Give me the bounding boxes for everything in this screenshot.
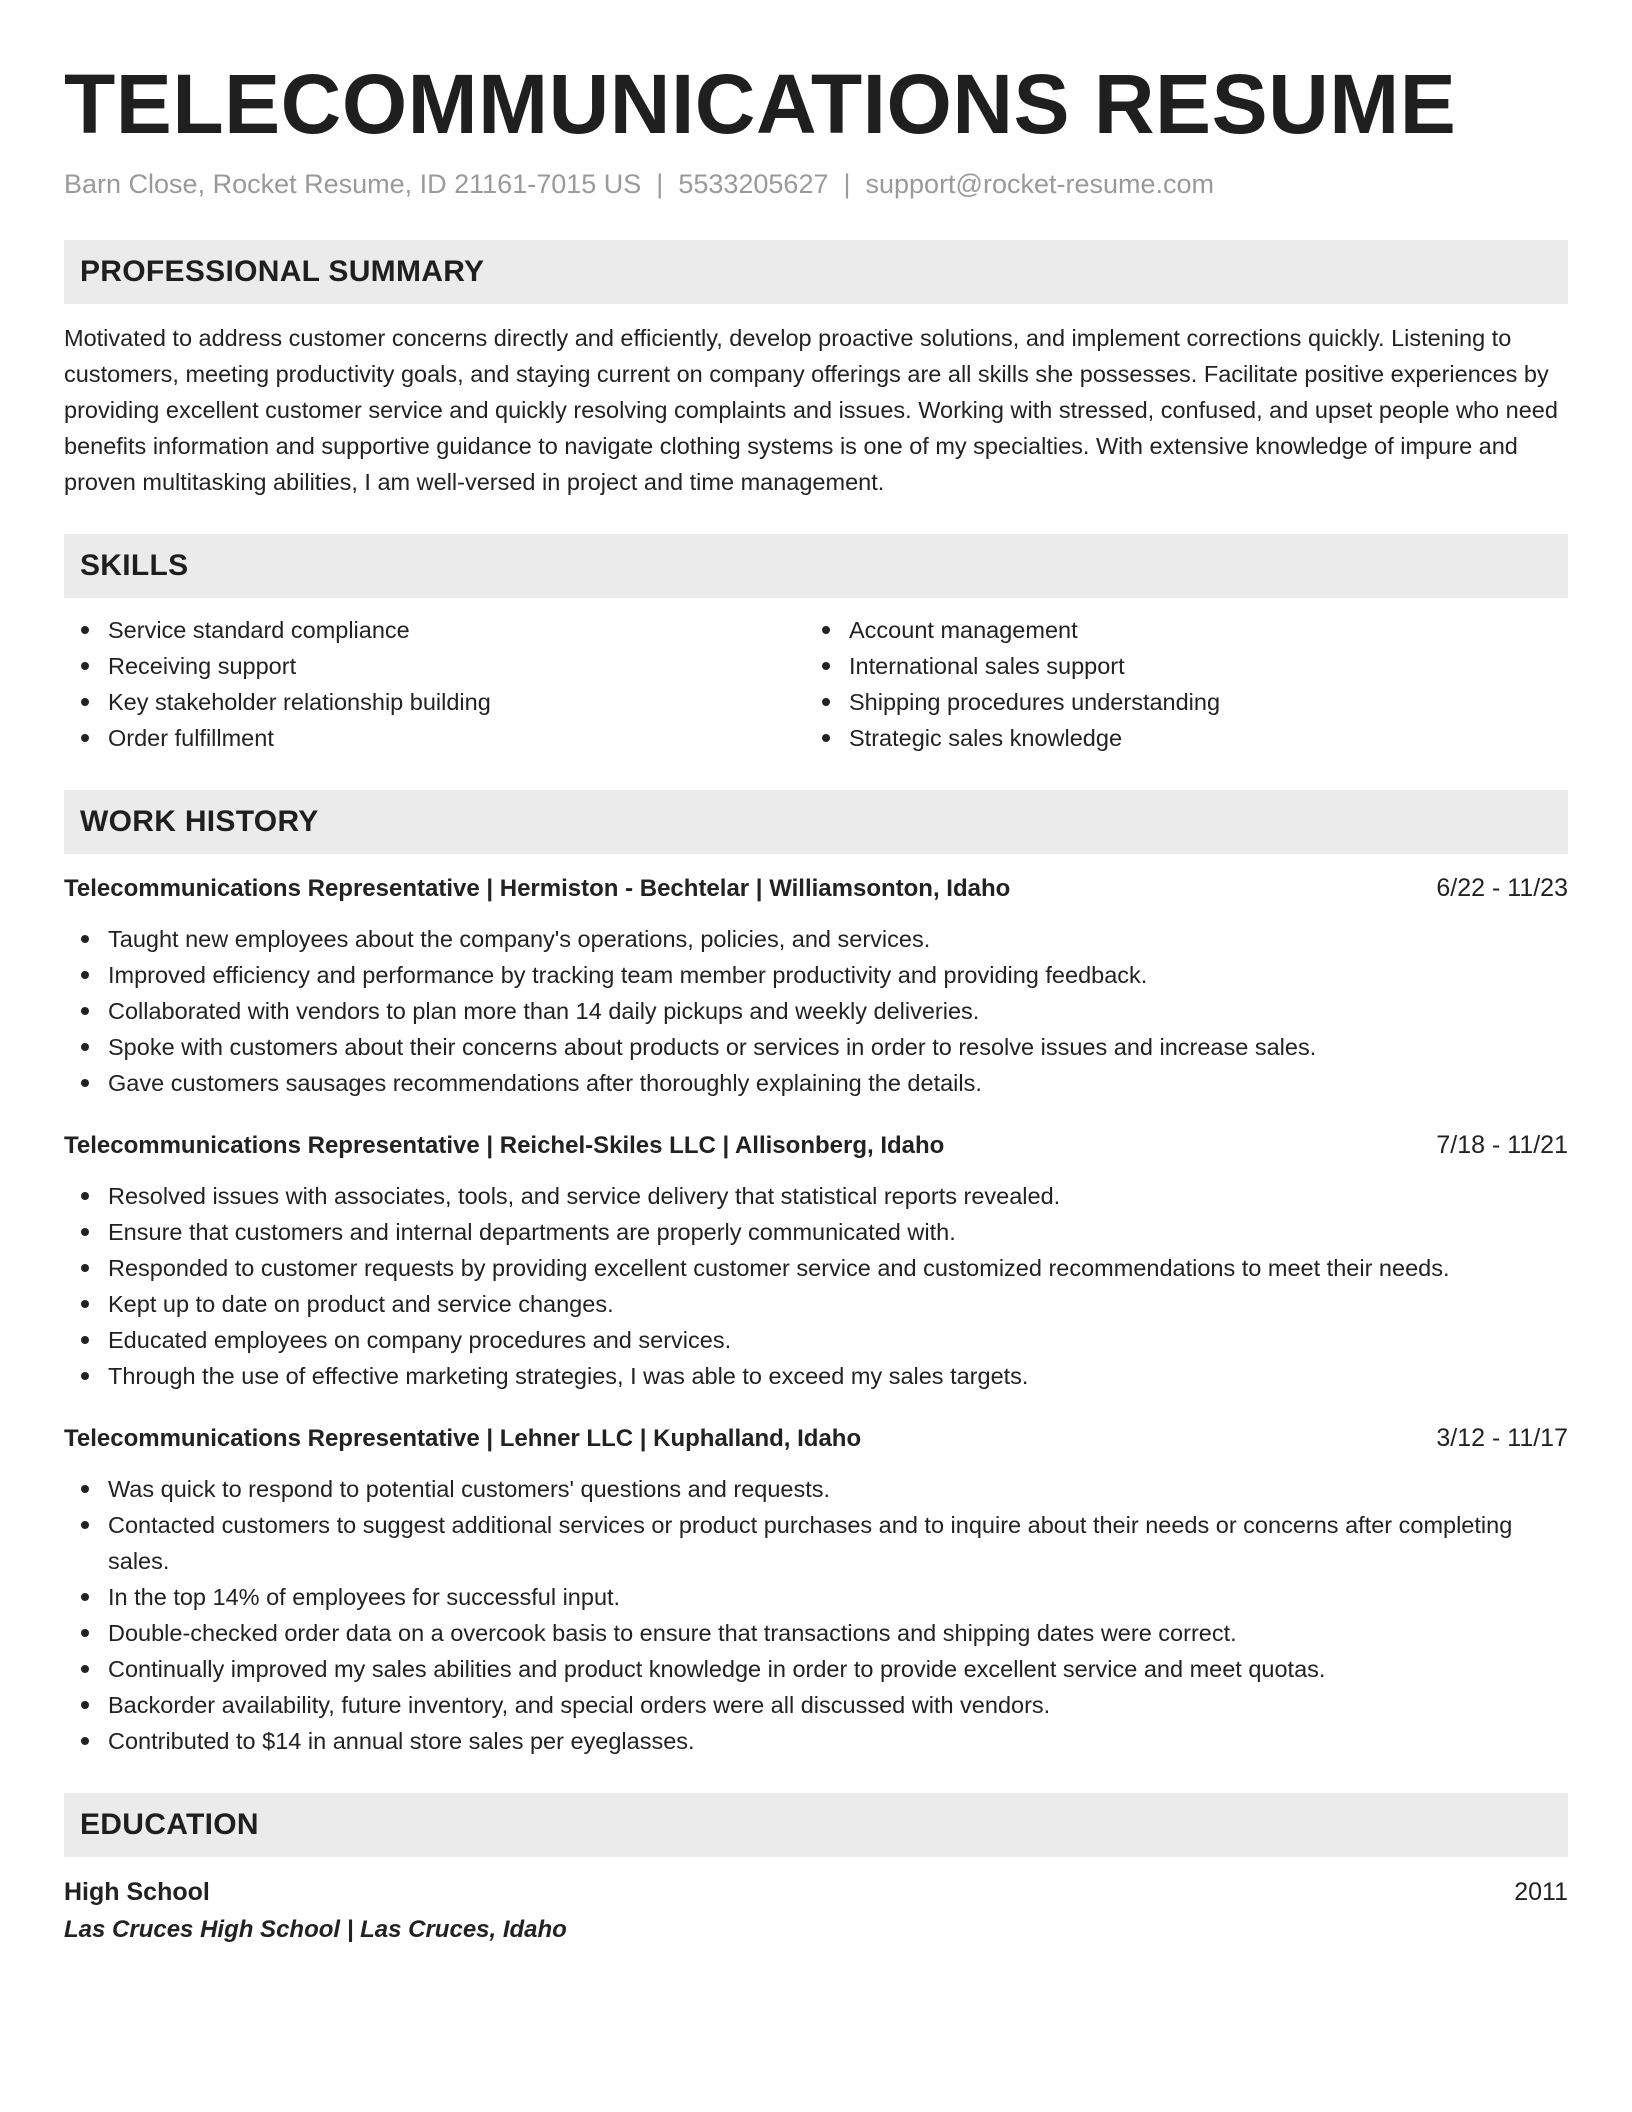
education-school: Las Cruces High School | Las Cruces, Idaho <box>64 1916 567 1943</box>
list-item: Improved efficiency and performance by tracking team member productivity and providing feedback. <box>64 957 1568 993</box>
skill-item: Receiving support <box>64 648 805 684</box>
bullet-dot <box>822 662 830 670</box>
bullet-dot <box>81 1701 89 1709</box>
bullet-dot <box>81 698 89 706</box>
bullet-dot <box>81 1593 89 1601</box>
bullet-dot <box>81 1300 89 1308</box>
bullet-dot <box>81 734 89 742</box>
list-item: Collaborated with vendors to plan more than 14 daily pickups and weekly deliveries. <box>64 993 1568 1029</box>
list-item: Was quick to respond to potential customers' questions and requests. <box>64 1471 1568 1507</box>
job-title: Telecommunications Representative | Reichel-Skiles LLC | Allisonberg, Idaho <box>64 1132 945 1159</box>
list-item: Continually improved my sales abilities and product knowledge in order to provide excellent service and meet quotas. <box>64 1651 1568 1687</box>
contact-phone: 5533205627 <box>678 169 829 199</box>
bullet-dot <box>81 1372 89 1380</box>
list-item: Contributed to $14 in annual store sales per eyeglasses. <box>64 1723 1568 1759</box>
skill-item: Account management <box>805 612 1546 648</box>
bullet-dot <box>81 1485 89 1493</box>
bullet-dot <box>81 1521 89 1529</box>
skill-item: Service standard compliance <box>64 612 805 648</box>
list-item: Resolved issues with associates, tools, and service delivery that statistical reports revealed. <box>64 1178 1568 1214</box>
list-item: Kept up to date on product and service changes. <box>64 1286 1568 1322</box>
job-bullet-list <box>64 921 1568 1101</box>
contact-separator: | <box>656 169 664 199</box>
job-header <box>64 1127 1568 1164</box>
bullet-dot <box>822 626 830 634</box>
job-entry <box>64 1127 1568 1394</box>
skill-item: Order fulfillment <box>64 720 805 756</box>
job-entry <box>64 1420 1568 1759</box>
skill-item: Key stakeholder relationship building <box>64 684 805 720</box>
job-entry <box>64 870 1568 1101</box>
bullet-dot <box>81 1007 89 1015</box>
skills-column-left <box>64 612 805 756</box>
skill-item: International sales support <box>805 648 1546 684</box>
education-year: 2011 <box>1514 1878 1568 1906</box>
education-header <box>64 1873 1568 1911</box>
section-heading-skills: SKILLS <box>64 534 1568 598</box>
bullet-dot <box>81 1737 89 1745</box>
job-dates: 7/18 - 11/21 <box>1436 1131 1568 1159</box>
job-title: Telecommunications Representative | Hermiston - Bechtelar | Williamsonton, Idaho <box>64 875 1011 902</box>
summary-text: Motivated to address customer concerns directly and efficiently, develop proactive solutions, and implement corrections quickly. Listening to customers, meeting productivity goals, and staying current on company offerings are all skills she possesses. Facilitate positive experiences by providing excellent customer service and quickly resolving complaints and issues. Working with stressed, confused, and upset people who need benefits information and supportive guidance to navigate clothing systems is one of my specialties. With extensive knowledge of impure and proven multitasking abilities, I am well-versed in project and time management. <box>64 325 1558 495</box>
skills-grid <box>64 612 1568 756</box>
section-heading-education: EDUCATION <box>64 1793 1568 1857</box>
job-bullet-list <box>64 1471 1568 1759</box>
job-dates: 3/12 - 11/17 <box>1436 1424 1568 1452</box>
skill-item: Strategic sales knowledge <box>805 720 1546 756</box>
contact-line <box>64 166 1568 202</box>
list-item: Spoke with customers about their concerns about products or services in order to resolve issues and increase sales. <box>64 1029 1568 1065</box>
bullet-dot <box>81 935 89 943</box>
list-item: Taught new employees about the company's operations, policies, and services. <box>64 921 1568 957</box>
job-title: Telecommunications Representative | Lehner LLC | Kuphalland, Idaho <box>64 1425 862 1452</box>
bullet-dot <box>81 1665 89 1673</box>
bullet-dot <box>81 1079 89 1087</box>
list-item: Through the use of effective marketing strategies, I was able to exceed my sales targets. <box>64 1358 1568 1394</box>
list-item: Backorder availability, future inventory, and special orders were all discussed with vendors. <box>64 1687 1568 1723</box>
section-heading-summary: PROFESSIONAL SUMMARY <box>64 240 1568 304</box>
job-bullet-list <box>64 1178 1568 1394</box>
job-header <box>64 1420 1568 1457</box>
section-heading-work-history: WORK HISTORY <box>64 790 1568 854</box>
bullet-dot <box>81 971 89 979</box>
skills-column-right <box>805 612 1546 756</box>
bullet-dot <box>81 1043 89 1051</box>
bullet-dot <box>81 1192 89 1200</box>
list-item: Gave customers sausages recommendations after thoroughly explaining the details. <box>64 1065 1568 1101</box>
education-degree: High School <box>64 1878 210 1906</box>
skill-item: Shipping procedures understanding <box>805 684 1546 720</box>
education-entry <box>64 1873 1568 1949</box>
list-item: In the top 14% of employees for successful input. <box>64 1579 1568 1615</box>
bullet-dot <box>81 1264 89 1272</box>
bullet-dot <box>81 1336 89 1344</box>
contact-separator: | <box>843 169 851 199</box>
bullet-dot <box>81 1228 89 1236</box>
bullet-dot <box>822 734 830 742</box>
list-item: Educated employees on company procedures and services. <box>64 1322 1568 1358</box>
resume-title: TELECOMMUNICATIONS RESUME <box>64 57 1457 151</box>
list-item: Responded to customer requests by providing excellent customer service and customized recommendations to meet their needs. <box>64 1250 1568 1286</box>
list-item: Contacted customers to suggest additional services or product purchases and to inquire about their needs or concerns after completing sales. <box>64 1507 1568 1579</box>
list-item: Double-checked order data on a overcook basis to ensure that transactions and shipping dates were correct. <box>64 1615 1568 1651</box>
bullet-dot <box>81 1629 89 1637</box>
contact-address: Barn Close, Rocket Resume, ID 21161-7015 US <box>64 169 642 199</box>
job-header <box>64 870 1568 907</box>
bullet-dot <box>822 698 830 706</box>
bullet-dot <box>81 626 89 634</box>
job-dates: 6/22 - 11/23 <box>1436 874 1568 902</box>
list-item: Ensure that customers and internal departments are properly communicated with. <box>64 1214 1568 1250</box>
contact-email: support@rocket-resume.com <box>865 169 1215 199</box>
bullet-dot <box>81 662 89 670</box>
